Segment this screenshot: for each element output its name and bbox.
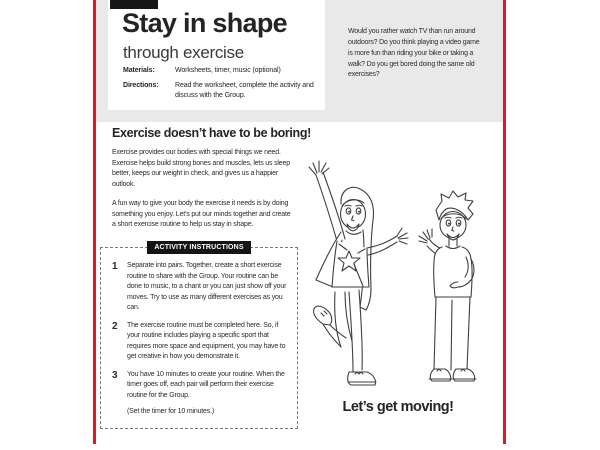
activity-instructions-box bbox=[100, 244, 298, 429]
directions-label: Directions: bbox=[123, 82, 159, 90]
activity-step-1 bbox=[112, 261, 288, 314]
title-card bbox=[108, 0, 325, 110]
step-number: 2 bbox=[112, 320, 118, 332]
page-title: Stay in shape bbox=[122, 8, 287, 38]
boy-figure bbox=[419, 191, 476, 381]
materials-value: Worksheets, timer, music (optional) bbox=[175, 67, 281, 74]
directions-value: Read the worksheet, complete the activity and discuss with the Group. bbox=[175, 82, 314, 100]
page-subtitle: through exercise bbox=[123, 43, 244, 62]
activity-step-2 bbox=[112, 321, 288, 363]
body-copy bbox=[112, 148, 294, 231]
step-text: The exercise routine must be completed here. So, if your routine includes playing a specific sport that requires more space and equipment, you may have to get creative in how you demonstrate it. bbox=[127, 321, 286, 360]
step-number: 1 bbox=[112, 261, 118, 272]
activity-step-3 bbox=[112, 370, 288, 402]
materials-label: Materials: bbox=[123, 67, 155, 74]
activity-steps bbox=[112, 261, 288, 415]
girl-figure bbox=[309, 161, 408, 385]
timer-note: (Set the timer for 10 minutes.) bbox=[127, 408, 215, 415]
materials-directions bbox=[123, 66, 319, 101]
lets-get-moving-callout: Let’s get moving! bbox=[342, 399, 454, 415]
paragraph-2: A fun way to give your body the exercise it needs is by doing something you enjoy. Let’s put our minds together and create a short exercise routine to help us stay in shape. bbox=[112, 199, 291, 229]
paragraph-1: Exercise provides our bodies with special things we need. Exercise helps build strong bones and muscles, lets us sleep better, keeps our weight in check, and gives us a happier outlook. bbox=[112, 149, 290, 189]
step-text: Separate into pairs. Together, create a short exercise routine to share with the Group. Your routine can be done to music, to a chant or you can just show off your moves. Try to use as many different exercises as you can. bbox=[127, 262, 287, 311]
step-text: You have 10 minutes to create your routine. When the timer goes off, each pair will perform their exercise routine for the Group. bbox=[127, 370, 285, 399]
section-heading: Exercise doesn’t have to be boring! bbox=[112, 126, 311, 140]
intro-question: Would you rather watch TV than run around outdoors? Do you think playing a video game is more fun than riding your bike or taking a walk? Do you get bored doing the same old exercises? bbox=[348, 28, 480, 79]
step-number: 3 bbox=[112, 369, 118, 381]
activity-instructions-header: ACTIVITY INSTRUCTIONS bbox=[147, 241, 251, 254]
kids-exercising-illustration bbox=[295, 140, 507, 392]
